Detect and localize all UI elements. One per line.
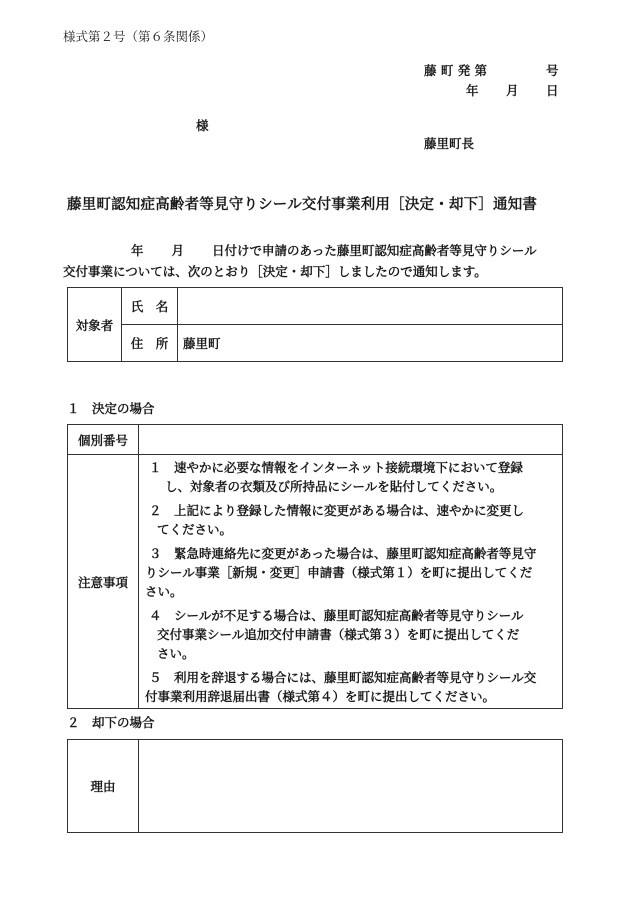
- subject-group-label: 対象者: [68, 288, 122, 362]
- section-2-heading: ２ 却下の場合: [67, 715, 155, 730]
- date-year: 年: [466, 83, 479, 98]
- intro-paragraph: [63, 240, 568, 282]
- intro-line-1-rest: 日付けで申請のあった藤里町認知症高齢者等見守りシール: [212, 243, 537, 258]
- name-label: 氏 名: [122, 288, 178, 325]
- intro-line-2: 交付事業については、次のとおり［決定・却下］しましたので通知します。: [63, 264, 487, 279]
- decision-table: [67, 424, 563, 709]
- note-item: ２ 上記により登録した情報に変更がある場合は、速やかに変更し てください。: [149, 503, 525, 537]
- address-field[interactable]: 藤里町: [178, 325, 563, 362]
- date-day: 日: [546, 83, 559, 98]
- date-month: 月: [506, 83, 519, 98]
- issue-suffix: 号: [546, 63, 559, 78]
- address-label: 住 所: [122, 325, 178, 362]
- id-number-field[interactable]: [139, 425, 563, 455]
- id-number-label: 個別番号: [68, 425, 139, 455]
- issue-prefix: 藤 町 発 第: [424, 63, 488, 78]
- note-item: ３ 緊急時連絡先に変更があった場合は、藤里町認知症高齢者等見守 りシール事業［新規・変更］申請書（様式第１）を町に提出してくだ さい。: [145, 546, 537, 599]
- subject-table: [67, 287, 563, 362]
- note-item: ５ 利用を辞退する場合には、藤里町認知症高齢者等見守りシール交 付事業利用辞退届出書（様式第４）を町に提出してください。: [145, 670, 537, 704]
- sender-name: 藤里町長: [424, 136, 475, 151]
- intro-month: 月: [171, 243, 185, 258]
- notes-label: 注意事項: [68, 455, 139, 709]
- name-field[interactable]: [178, 288, 563, 325]
- form-number: 様式第２号（第６条関係）: [63, 29, 214, 44]
- note-item: ４ シールが不足する場合は、藤里町認知症高齢者等見守りシール 交付事業シール追加交付申請書（様式第３）を町に提出してくだ さい。: [149, 608, 524, 661]
- notes-list: [139, 455, 563, 709]
- document-title: 藤里町認知症高齢者等見守りシール交付事業利用［決定・却下］通知書: [67, 197, 538, 213]
- addressee-suffix: 様: [196, 118, 209, 133]
- intro-line-1: [63, 240, 568, 261]
- reason-field[interactable]: [139, 740, 563, 833]
- intro-year: 年: [131, 243, 144, 258]
- reason-label: 理由: [68, 740, 139, 833]
- note-item: １ 速やかに必要な情報をインターネット接続環境下において登録 し、対象者の衣類及び所持品にシールを貼付してください。: [149, 460, 523, 494]
- section-1-heading: １ 決定の場合: [67, 401, 155, 416]
- rejection-table: [67, 739, 563, 833]
